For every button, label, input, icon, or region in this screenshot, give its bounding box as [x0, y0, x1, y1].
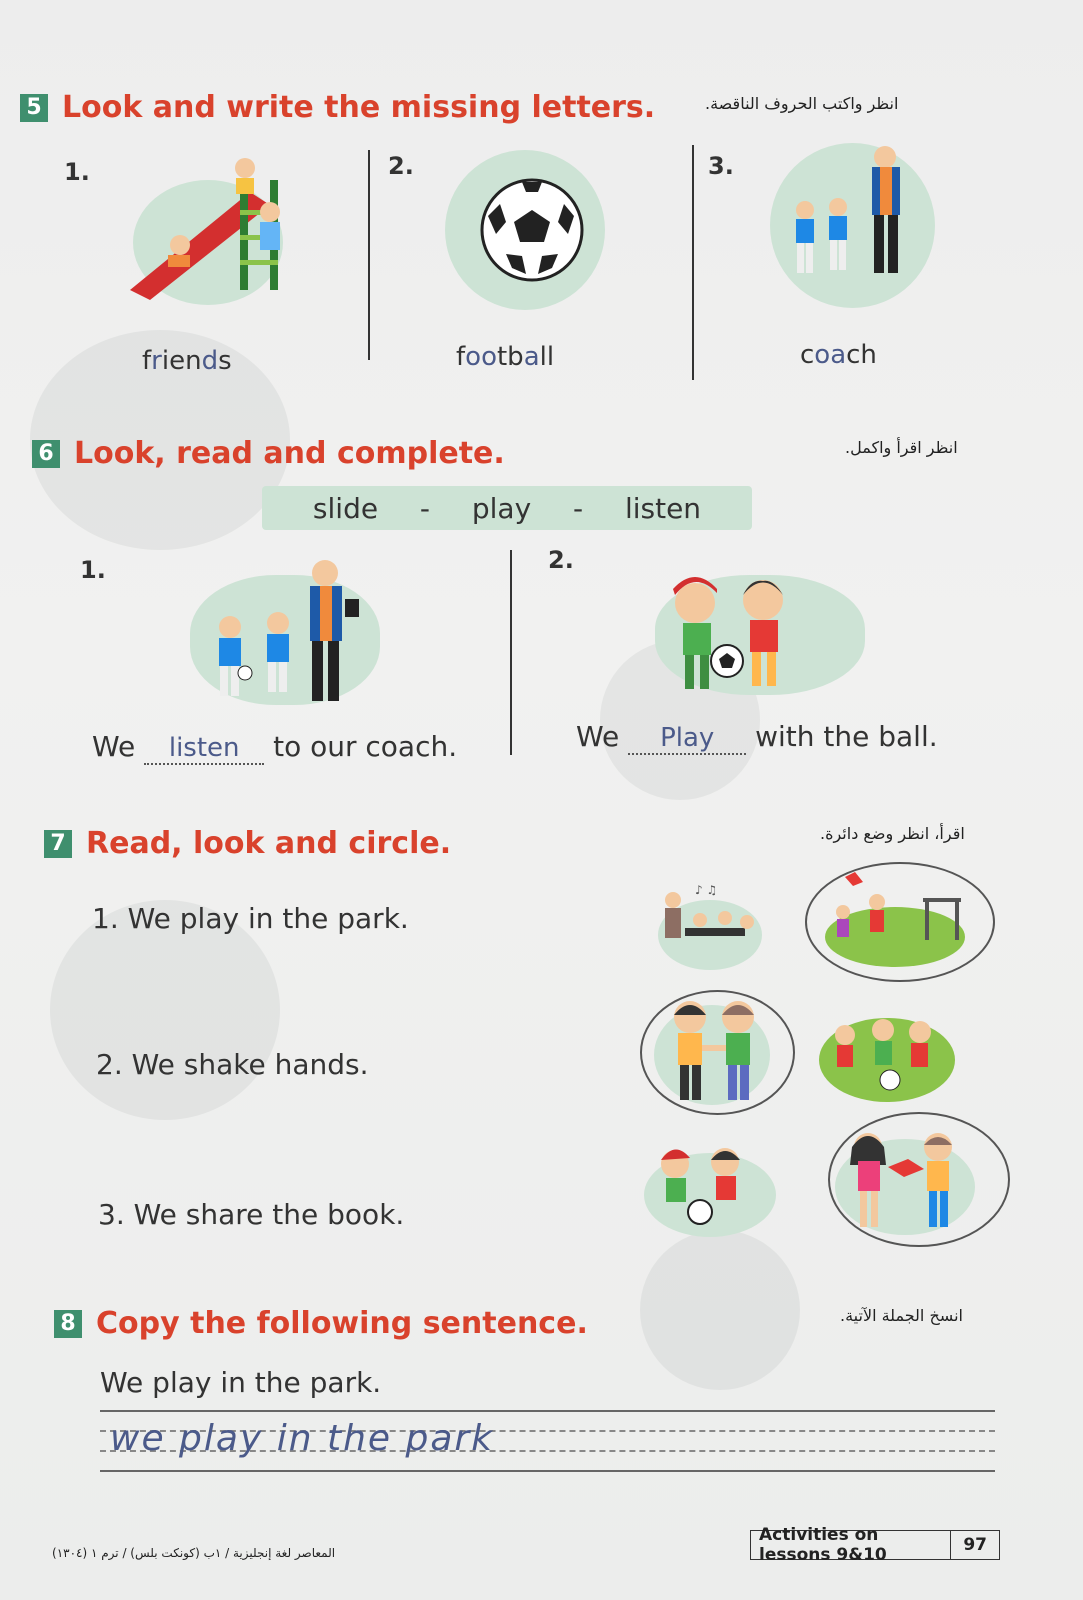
handwritten-letter: oa [814, 340, 847, 370]
handwritten-letter: a [523, 342, 540, 372]
s7-item-2-text: 2. We shake hands. [96, 1048, 369, 1081]
footer-lessons: Activities on lessons 9&10 [751, 1531, 951, 1559]
s7-item-3-text: 3. We share the book. [98, 1198, 405, 1231]
boys-shake-hands-picture[interactable] [650, 995, 780, 1110]
section-5-arabic: انظر واكتب الحروف الناقصة. [705, 94, 899, 113]
page-number: 97 [963, 1535, 987, 1555]
word-part: s [218, 346, 232, 376]
s6-sentence-1 [92, 730, 457, 765]
section-8-number: 8 [54, 1310, 82, 1338]
handwritten-letter: r [151, 346, 162, 376]
music-band-picture[interactable] [655, 880, 765, 970]
s6-sentence-2 [576, 720, 938, 755]
background-shape [640, 1230, 800, 1390]
footer-label [750, 1525, 1000, 1565]
word-part: f [142, 346, 152, 376]
word-part: ch [846, 340, 877, 370]
s5-item-3-number: 3. [708, 152, 734, 180]
answer-blank[interactable] [144, 730, 264, 765]
section-7-number: 7 [44, 830, 72, 858]
s7-item-1-text: 1. We play in the park. [92, 902, 409, 935]
handwritten-copy[interactable]: we play in the park [110, 1418, 495, 1459]
word-bank-item: slide [312, 491, 379, 525]
section-6-heading [32, 436, 505, 471]
divider [510, 550, 512, 755]
section-7-arabic: اقرأ، انظر وضع دائرة. [820, 824, 965, 843]
park-playground-picture[interactable] [815, 872, 975, 972]
boys-playing-football-picture[interactable] [640, 1140, 780, 1240]
s6-item-1-number: 1. [80, 556, 106, 584]
section-6-title: Look, read and complete. [74, 436, 505, 471]
section-7-heading [44, 826, 451, 861]
writing-line [100, 1470, 995, 1472]
sentence-text: We [92, 730, 136, 763]
word-part: tb [496, 342, 524, 372]
section-7-title: Read, look and circle. [86, 826, 452, 861]
sentence-text: with the ball. [755, 720, 938, 753]
section-8-heading [54, 1306, 588, 1341]
sentence-text: to our coach. [273, 730, 458, 763]
word-part: ien [161, 346, 202, 376]
s5-item-1-number: 1. [64, 158, 90, 186]
section-5-heading [20, 90, 655, 125]
word-part: f [456, 342, 466, 372]
divider [368, 150, 370, 360]
s6-item-2-number: 2. [548, 546, 574, 574]
s5-word-friends [142, 346, 232, 376]
section-6-number: 6 [32, 440, 60, 468]
footer-arabic: المعاصر لغة إنجليزية / ١ب (كونكت بلس) / ترم ١ (١٣٠٤) [52, 1546, 336, 1560]
sentence-text: We [576, 720, 620, 753]
handwritten-letter: oo [465, 342, 497, 372]
word-bank-separator: - [419, 491, 431, 525]
word-part: ll [539, 342, 555, 372]
kids-football-picture[interactable] [815, 1000, 960, 1110]
soccer-ball-picture [478, 176, 586, 284]
girl-boy-share-book-picture[interactable] [830, 1125, 980, 1240]
svg-text:♪ ♫: ♪ ♫ [695, 883, 718, 897]
answer-blank[interactable] [628, 720, 746, 755]
s8-sentence: We play in the park. [100, 1366, 382, 1399]
word-bank-separator: - [573, 491, 584, 525]
boys-playing-football-picture [655, 565, 855, 705]
coach-with-kids-picture [780, 145, 930, 285]
handwritten-letter: d [201, 346, 219, 376]
handwritten-answer: Play [660, 723, 715, 753]
word-bank [262, 486, 752, 530]
writing-line [100, 1410, 995, 1412]
section-6-arabic: انظر اقرأ واكمل. [845, 438, 958, 457]
coach-with-kids-picture [200, 555, 380, 715]
word-part: c [800, 340, 815, 370]
divider [692, 145, 694, 380]
children-on-slide-picture [120, 150, 310, 310]
s5-word-coach [800, 340, 877, 370]
word-bank-item: play [471, 491, 532, 525]
word-bank-item: listen [624, 491, 702, 525]
s5-item-2-number: 2. [388, 152, 414, 180]
section-8-title: Copy the following sentence. [96, 1306, 588, 1341]
handwritten-answer: listen [168, 733, 240, 763]
section-5-title: Look and write the missing letters. [62, 90, 656, 125]
section-5-number: 5 [20, 94, 48, 122]
s5-word-football [456, 342, 554, 372]
section-8-arabic: انسخ الجملة الآتية. [840, 1306, 963, 1325]
